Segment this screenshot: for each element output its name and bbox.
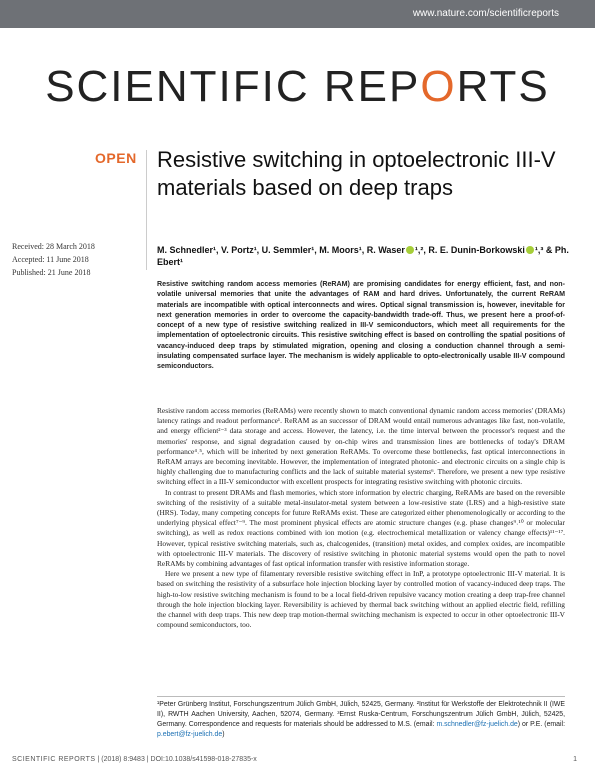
published-date: Published: 21 June 2018 [12,268,91,277]
article-body [157,406,565,630]
body-paragraph: In contrast to present DRAMs and flash memories, which store information by electric charging, ReRAMs are based on the reversible switching of the resistivity of a suitable metal-insulator-metal system between a low-resistive state (LRS) and a high-resistive state (HRS). Today, many competing concepts for future ReRAMs exist. These are categorized either phenomenologically or according to the underlying physical effect⁷⁻⁹. The most prominent physical effects are atomic structure changes (e.g. phase changes⁹˒¹⁰ or molecular switching), as well as redox reactions combined with ion motion (e.g. electrochemical metallization or valency change effects)¹¹⁻¹⁷. However, typical resistive switching materials, such as, chalcogenides, (transition) metal oxides, and complex oxides, are incompatible with optoelectronic III-V materials. The discovery of resistive switching in photonic material systems would open the path to novel ReRAMs by combining advantages of fast optical information transfer with resistive information storage. [157,487,565,569]
abstract: Resistive switching random access memories (ReRAM) are promising candidates for energy efficient, fast, and non-volatile universal memories that unite the advantages of RAM and hard drives. Unfortunately, the current ReRAM materials are incompatible with optical interconnects and wires. Optical signal transmission is, however, inevitable for next generation memories in order to overcome the capacity-bandwidth trade-off. Thus, we present here a proof-of-concept of a new type of resistive switching realized in III-V semiconductors, which meet all requirements for the implementation of optoelectronic circuits. This resistive switching effect is based on controlling the spatial positions of vacancy-induced deep traps by stimulated migration, opening and closing a conduction channel through a semi-insulating compensated surface layer. The mechanism is widely applicable to opto-electronically usable III-V compound semiconductors. [157,280,565,371]
email-link-ebert[interactable]: p.ebert@fz-juelich.de [157,731,223,738]
page-number: 1 [573,756,577,763]
authors-part3: ¹,³ & Ph. Ebert¹ [157,245,569,267]
logo-text-part2: RTS [456,62,550,111]
affiliations-text: ¹Peter Grünberg Institut, Forschungszentrum Jülich GmbH, Jülich, 52425, Germany. ²Institut für Werkstoffe der Elektrotechnik II (IWE II), RWTH Aachen University, Aachen, 52074, Germany. ³Ernst Ruska-Centrum, Forschungszentrum Jülich GmbH, Jülich, 52425, Germany. Correspondence and requests for materials should be addressed to M.S. (email: [157,701,565,728]
body-paragraph: Here we present a new type of filamentary reversible resistive switching effect in InP, a prototype optoelectronic III-V material. It is based on switching the resistivity of a subsurface hole injection blocking layer by controlled motion of vacancy-induced deep traps. The high-to-low resistive switching mechanism is found to be a local field-driven repulsive vacancy motion creating a deep trap-free channel through the hole injection blocking layer. Reversibility is achieved by thermal back switching without an applied electric field, refilling the channel with deep traps. This new deep trap motion-thermal switching mechanism is expected to occur in other optoelectronic III-V compound semiconductors, too. [157,569,565,630]
page-footer [12,756,577,770]
body-paragraph: Resistive random access memories (ReRAMs) were recently shown to match conventional dynamic random access memories' (DRAMs) latency ratings and readout performance¹. ReRAM as an successor of DRAM would entail numerous advantages like fast, non-volatile, and energy efficient²⁻³ data storage and access. However, the latency, i.e. the time interval between the processor's request and the memories' response, and signal degradation caused by on-chip wires and transmission lines are bottlenecks of today's DRAM performance⁴˒⁵, which will be inherited by next generation ReRAMs. To overcome these bottlenecks, fast optical interconnections in ReRAM arrays are becoming inevitable. However, the implementation of integrated photonic- and electronic circuits on a single chip is highly challenging due to manufacturing conflicts and the lack of suitable material systems⁶. Therefore, we present a new type resistive switching effect in a III-V semiconductor with excellent prospects for integrating resistive switching with photonic circuits. [157,406,565,487]
orcid-icon[interactable] [406,246,414,254]
footnote-divider [157,696,565,697]
journal-url-link[interactable]: www.nature.com/scientificreports [412,8,559,19]
orcid-icon[interactable] [526,246,534,254]
footer-citation: | (2018) 8:9483 | DOI:10.1038/s41598-018-27835-x [95,756,257,763]
affiliations-end: ) [222,731,225,738]
authors-part1: M. Schnedler¹, V. Portz¹, U. Semmler¹, M. Moors¹, R. Waser [157,245,405,255]
logo-o: O [420,62,457,111]
top-banner [0,0,595,28]
article-dates [12,240,144,279]
divider [146,150,147,270]
email-link-schnedler[interactable]: m.schnedler@fz-juelich.de [436,721,518,728]
author-list [157,244,577,268]
journal-logo [0,62,595,112]
received-date: Received: 28 March 2018 [12,242,95,251]
affiliations [157,700,565,740]
article-title: Resistive switching in optoelectronic III-V materials based on deep traps [157,147,556,200]
open-access-label: OPEN [95,150,137,166]
accepted-date: Accepted: 11 June 2018 [12,255,89,264]
affiliations-mid: ) or P.E. (email: [517,721,565,728]
authors-part2: ¹,², R. E. Dunin-Borkowski [414,245,525,255]
logo-text-part1: SCIENTIFIC REP [45,62,421,111]
footer-journal: SCIENTIFIC REPORTS [12,756,96,763]
